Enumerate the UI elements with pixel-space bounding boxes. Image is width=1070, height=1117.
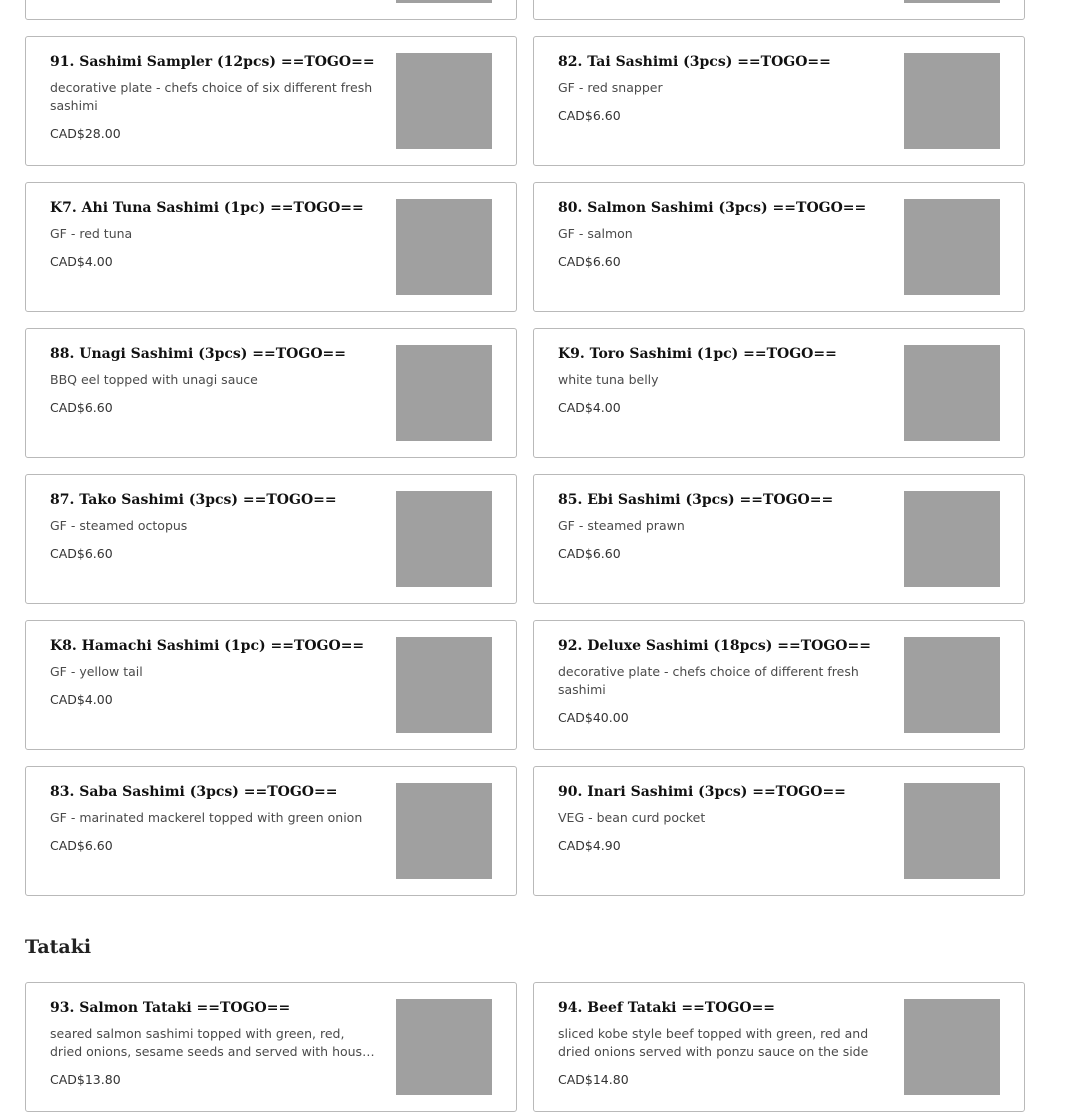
menu-item-image [904,491,1000,587]
menu-item-image [396,345,492,441]
menu-item-image [904,53,1000,149]
menu-item-image [396,199,492,295]
menu-item-image [904,783,1000,879]
menu-item-card[interactable] [25,766,517,896]
menu-item-card[interactable] [533,36,1025,166]
menu-item-price: CAD$4.90 [558,838,621,853]
menu-item-price: CAD$6.60 [558,108,621,123]
menu-item-card[interactable] [25,620,517,750]
menu-item-price: CAD$40.00 [558,710,629,725]
menu-item-image [904,637,1000,733]
menu-item-description: GF - yellow tail [50,664,143,679]
menu-item-image [396,783,492,879]
menu-item-description: GF - red snapper [558,80,663,95]
menu-item-description: GF - marinated mackerel topped with green onion [50,810,363,825]
menu-item-card[interactable] [533,182,1025,312]
menu-item-card[interactable] [533,328,1025,458]
menu-item-title: 80. Salmon Sashimi (3pcs) ==TOGO== [558,200,867,216]
menu-item-image [396,637,492,733]
menu-item-image [396,53,492,149]
menu-item-description: GF - steamed octopus [50,518,188,533]
menu-item-title: 88. Unagi Sashimi (3pcs) ==TOGO== [50,346,346,362]
menu-item-card[interactable] [533,0,1025,20]
menu-item-image [904,199,1000,295]
menu-item-title: 87. Tako Sashimi (3pcs) ==TOGO== [50,492,337,508]
menu-item-title: K7. Ahi Tuna Sashimi (1pc) ==TOGO== [50,200,364,216]
menu-item-description: decorative plate - chefs choice of different fresh sashimi [558,664,859,697]
menu-item-price: CAD$6.60 [558,254,621,269]
menu-item-image [396,491,492,587]
menu-item-description: GF - steamed prawn [558,518,685,533]
menu-item-description: seared salmon sashimi topped with green, red, dried onions, sesame seeds and served with house [50,1026,370,1059]
menu-item-title: 83. Saba Sashimi (3pcs) ==TOGO== [50,784,338,800]
menu-item-price: CAD$4.00 [50,692,113,707]
menu-item-card[interactable] [533,474,1025,604]
menu-item-title: 92. Deluxe Sashimi (18pcs) ==TOGO== [558,638,871,654]
menu-item-price: CAD$14.80 [558,1072,629,1087]
menu-item-description: GF - salmon [558,226,633,241]
menu-item-description: sliced kobe style beef topped with green, red and dried onions served with ponzu sauce on the side [558,1026,869,1059]
menu-item-price: CAD$4.00 [558,400,621,415]
menu-item-title: 94. Beef Tataki ==TOGO== [558,1000,776,1016]
menu-item-description: GF - red tuna [50,226,133,241]
menu-item-price: CAD$6.60 [558,546,621,561]
menu-item-card[interactable] [25,0,517,20]
menu-item-card[interactable] [25,474,517,604]
menu-item-description: BBQ eel topped with unagi sauce [50,372,258,387]
menu-item-title: 91. Sashimi Sampler (12pcs) ==TOGO== [50,54,375,70]
menu-item-price: CAD$28.00 [50,126,121,141]
menu-item-price: CAD$4.00 [50,254,113,269]
section-title-tataki: Tataki [25,936,92,958]
menu-item-title: 85. Ebi Sashimi (3pcs) ==TOGO== [558,492,834,508]
menu-item-card[interactable] [25,982,517,1112]
menu-item-image [396,999,492,1095]
menu-item-title: 90. Inari Sashimi (3pcs) ==TOGO== [558,784,846,800]
menu-item-card[interactable] [25,182,517,312]
menu-item-price: CAD$13.80 [50,1072,121,1087]
menu-item-card[interactable] [533,982,1025,1112]
menu-item-price: CAD$6.60 [50,838,113,853]
menu-item-title: 93. Salmon Tataki ==TOGO== [50,1000,291,1016]
menu-item-price: CAD$6.60 [50,546,113,561]
menu-item-card[interactable] [533,766,1025,896]
menu-item-image [904,0,1000,3]
menu-item-title: K8. Hamachi Sashimi (1pc) ==TOGO== [50,638,365,654]
menu-item-description: VEG - bean curd pocket [558,810,706,825]
menu-item-title: 82. Tai Sashimi (3pcs) ==TOGO== [558,54,831,70]
menu-item-image [904,345,1000,441]
menu-item-description: decorative plate - chefs choice of six different fresh sashimi [50,80,373,113]
menu-item-card[interactable] [25,328,517,458]
menu-item-description: white tuna belly [558,372,659,387]
menu-item-price: CAD$6.60 [50,400,113,415]
menu-item-card[interactable] [533,620,1025,750]
menu-item-image [396,0,492,3]
menu-item-card[interactable] [25,36,517,166]
menu-item-title: K9. Toro Sashimi (1pc) ==TOGO== [558,346,837,362]
menu-item-image [904,999,1000,1095]
